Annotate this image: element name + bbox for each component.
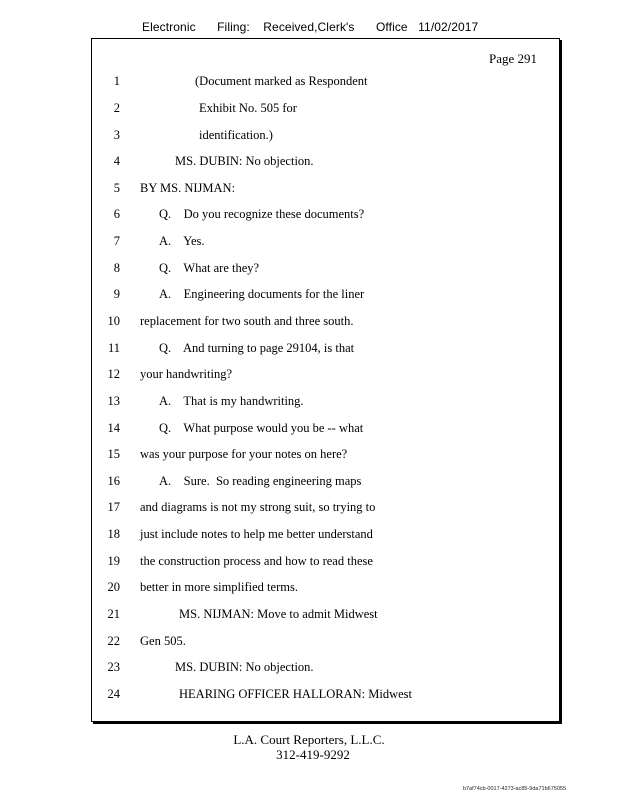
line-text: the construction process and how to read these [140,554,373,568]
line-number: 14 [107,421,120,435]
transcript-line [92,128,559,148]
line-number: 24 [107,687,120,701]
transcript-line [92,287,559,307]
line-text: (Document marked as Respondent [195,74,368,88]
line-text: was your purpose for your notes on here? [140,447,348,461]
transcript-line [92,660,559,680]
transcript-line [92,554,559,574]
line-text: A. That is my handwriting. [159,394,304,408]
line-text: MS. DUBIN: No objection. [175,660,314,674]
line-text: Q. What purpose would you be -- what [159,421,364,435]
line-number: 2 [113,101,120,115]
line-number: 11 [107,341,120,355]
line-text: Q. Do you recognize these documents? [159,207,365,221]
transcript-line [92,341,559,361]
transcript-line [92,261,559,281]
transcript-line [92,500,559,520]
transcript-line [92,447,559,467]
line-text: Gen 505. [140,634,186,648]
line-text: BY MS. NIJMAN: [140,181,236,195]
transcript-line [92,527,559,547]
line-text: just include notes to help me better understand [140,527,373,541]
line-number: 6 [113,207,120,221]
transcript-line [92,234,559,254]
line-text: Exhibit No. 505 for [199,101,297,115]
reporter-footer [0,732,618,762]
line-text: and diagrams is not my strong suit, so trying to [140,500,376,514]
transcript-line [92,74,559,94]
transcript-page [91,38,560,722]
line-number: 10 [107,314,120,328]
transcript-line [92,394,559,414]
header-office: Office [375,20,408,34]
line-text: A. Sure. So reading engineering maps [159,474,362,488]
line-text: MS. NIJMAN: Move to admit Midwest [179,607,378,621]
line-number: 21 [107,607,120,621]
transcript-line [92,421,559,441]
reporter-phone: 312-419-9292 [276,747,350,762]
line-text: HEARING OFFICER HALLORAN: Midwest [179,687,412,701]
transcript-line [92,367,559,387]
header-filing: Filing: [217,20,250,34]
header-received: Received,Clerk's [263,20,355,34]
transcript-line [92,314,559,334]
line-number: 19 [107,554,120,568]
line-number: 7 [113,234,120,248]
line-number: 15 [107,447,120,461]
transcript-line [92,207,559,227]
line-number: 18 [107,527,120,541]
line-text: replacement for two south and three south. [140,314,354,328]
filing-header [142,20,478,34]
reporter-company: L.A. Court Reporters, L.L.C. [233,732,385,747]
page-number: Page 291 [488,51,537,66]
line-number: 8 [113,261,120,275]
line-number: 23 [107,660,120,674]
line-text: your handwriting? [140,367,232,381]
line-number: 3 [113,128,120,142]
transcript-line [92,474,559,494]
line-text: Q. What are they? [159,261,260,275]
header-date: 11/02/2017 [418,20,479,34]
transcript-line [92,154,559,174]
line-number: 13 [107,394,120,408]
line-text: MS. DUBIN: No objection. [175,154,314,168]
transcript-line [92,607,559,627]
transcript-line [92,101,559,121]
line-text: A. Engineering documents for the liner [159,287,365,301]
line-number: 16 [107,474,120,488]
transcript-line [92,687,559,707]
line-number: 5 [113,181,120,195]
line-number: 9 [113,287,120,301]
line-number: 12 [107,367,120,381]
transcript-line [92,181,559,201]
line-number: 20 [107,580,120,594]
line-text: identification.) [199,128,273,142]
line-number: 22 [107,634,120,648]
transcript-line [92,580,559,600]
line-text: A. Yes. [159,234,205,248]
line-number: 17 [107,500,120,514]
line-text: Q. And turning to page 29104, is that [159,341,355,355]
line-number: 1 [113,74,120,88]
transcript-line [92,634,559,654]
document-hash: b7af74cb-0017-4273-ac85-9da71b675055 [462,786,566,792]
header-electronic: Electronic [142,20,196,34]
line-text: better in more simplified terms. [140,580,298,594]
line-number: 4 [113,154,120,168]
